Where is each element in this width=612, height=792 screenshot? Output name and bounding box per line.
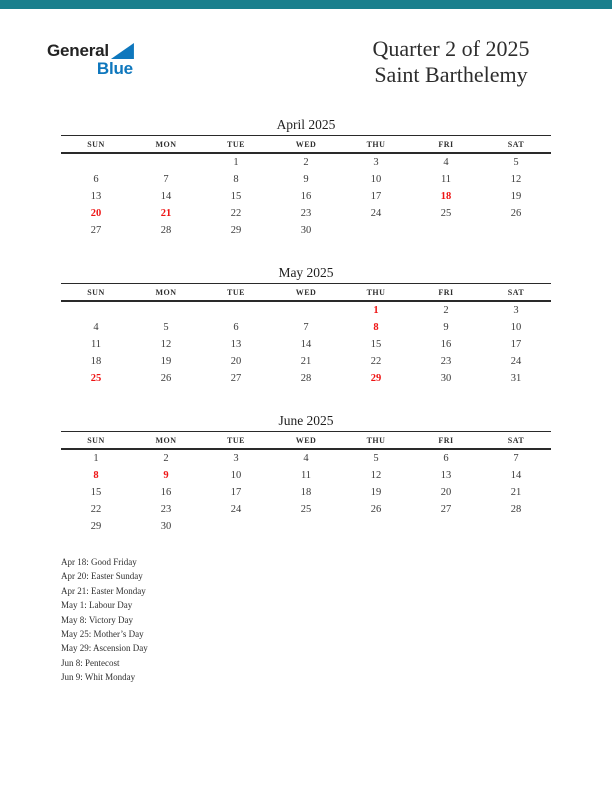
weekday-header-row bbox=[61, 136, 551, 154]
day-cell: 2 bbox=[443, 305, 449, 316]
day-cell: 25 bbox=[440, 208, 452, 219]
holiday-note: Jun 8: Pentecost bbox=[61, 657, 120, 668]
day-cell: 16 bbox=[300, 191, 312, 202]
day-cell: 28 bbox=[510, 504, 522, 515]
day-cell: 10 bbox=[370, 174, 382, 185]
holiday-note: Apr 18: Good Friday bbox=[61, 557, 137, 567]
month-calendar bbox=[61, 265, 551, 387]
day-cell: 1 bbox=[93, 453, 99, 464]
day-cell: 20 bbox=[90, 208, 102, 219]
weekday-header: WED bbox=[271, 432, 341, 450]
day-cell: 27 bbox=[230, 373, 242, 384]
week-row bbox=[61, 370, 551, 387]
general-blue-logo bbox=[47, 42, 134, 79]
week-row bbox=[61, 449, 551, 467]
month-grid bbox=[61, 135, 551, 239]
day-cell: 26 bbox=[160, 373, 172, 384]
logo-triangle-icon bbox=[111, 43, 134, 59]
day-cell: 10 bbox=[510, 322, 522, 333]
week-row bbox=[61, 205, 551, 222]
month-title: June 2025 bbox=[278, 413, 334, 428]
month-title: May 2025 bbox=[278, 265, 334, 280]
holiday-note: May 8: Victory Day bbox=[61, 614, 134, 625]
month-grid bbox=[61, 431, 551, 535]
day-cell: 27 bbox=[440, 504, 452, 515]
week-row bbox=[61, 501, 551, 518]
day-cell: 22 bbox=[370, 356, 382, 367]
day-cell: 10 bbox=[230, 470, 242, 481]
day-cell: 3 bbox=[233, 453, 239, 464]
weekday-header: MON bbox=[131, 136, 201, 154]
holiday-note: May 1: Labour Day bbox=[61, 600, 133, 611]
month-grid bbox=[61, 283, 551, 387]
day-cell: 14 bbox=[160, 191, 172, 202]
weekday-header: FRI bbox=[411, 136, 481, 154]
day-cell: 18 bbox=[440, 191, 452, 202]
day-cell: 21 bbox=[510, 487, 522, 498]
day-cell: 4 bbox=[443, 157, 449, 168]
weekday-header-row bbox=[61, 432, 551, 450]
day-cell: 3 bbox=[373, 157, 379, 168]
weekday-header: THU bbox=[341, 432, 411, 450]
weekday-header: SUN bbox=[61, 136, 131, 154]
day-cell: 13 bbox=[440, 470, 452, 481]
week-row bbox=[61, 171, 551, 188]
weekday-header: SUN bbox=[61, 284, 131, 302]
holiday-note: May 29: Ascension Day bbox=[61, 643, 148, 654]
day-cell: 27 bbox=[90, 225, 102, 236]
day-cell: 4 bbox=[93, 322, 99, 333]
day-cell: 5 bbox=[513, 157, 519, 168]
day-cell: 3 bbox=[513, 305, 519, 316]
day-cell: 16 bbox=[160, 487, 172, 498]
day-cell: 12 bbox=[160, 339, 172, 350]
week-row bbox=[61, 467, 551, 484]
top-accent-bar bbox=[0, 0, 612, 9]
day-cell: 6 bbox=[93, 174, 99, 185]
weekday-header: TUE bbox=[201, 284, 271, 302]
day-cell: 13 bbox=[230, 339, 242, 350]
day-cell: 29 bbox=[230, 225, 242, 236]
logo-text-general: General bbox=[47, 41, 109, 60]
holiday-note: Apr 21: Easter Monday bbox=[61, 585, 146, 596]
day-cell: 29 bbox=[90, 521, 102, 532]
weekday-header: SAT bbox=[481, 136, 551, 154]
day-cell: 28 bbox=[300, 373, 312, 384]
empty-day-cell bbox=[411, 222, 481, 239]
day-cell: 24 bbox=[230, 504, 242, 515]
day-cell: 22 bbox=[230, 208, 242, 219]
day-cell: 19 bbox=[370, 487, 382, 498]
week-row bbox=[61, 336, 551, 353]
day-cell: 14 bbox=[510, 470, 522, 481]
day-cell: 26 bbox=[370, 504, 382, 515]
day-cell: 14 bbox=[300, 339, 312, 350]
day-cell: 17 bbox=[510, 339, 522, 350]
day-cell: 6 bbox=[233, 322, 239, 333]
empty-day-cell bbox=[341, 518, 411, 535]
empty-day-cell bbox=[341, 222, 411, 239]
weekday-header: FRI bbox=[411, 432, 481, 450]
day-cell: 30 bbox=[440, 373, 452, 384]
weekday-header: WED bbox=[271, 284, 341, 302]
day-cell: 17 bbox=[370, 191, 382, 202]
day-cell: 15 bbox=[230, 191, 242, 202]
week-row bbox=[61, 353, 551, 370]
day-cell: 9 bbox=[163, 470, 169, 481]
week-row bbox=[61, 518, 551, 535]
weekday-header: THU bbox=[341, 136, 411, 154]
month-title: April 2025 bbox=[276, 117, 336, 132]
weekday-header: FRI bbox=[411, 284, 481, 302]
day-cell: 8 bbox=[373, 322, 379, 333]
day-cell: 11 bbox=[300, 470, 312, 481]
day-cell: 1 bbox=[373, 305, 379, 316]
day-cell: 31 bbox=[510, 373, 522, 384]
day-cell: 8 bbox=[93, 470, 99, 481]
day-cell: 17 bbox=[230, 487, 242, 498]
calendar-months bbox=[61, 117, 551, 561]
day-cell: 7 bbox=[513, 453, 519, 464]
empty-day-cell bbox=[481, 222, 551, 239]
weekday-header: WED bbox=[271, 136, 341, 154]
empty-day-cell bbox=[271, 301, 341, 319]
empty-day-cell bbox=[131, 301, 201, 319]
day-cell: 8 bbox=[233, 174, 239, 185]
day-cell: 9 bbox=[443, 322, 449, 333]
day-cell: 23 bbox=[160, 504, 172, 515]
empty-day-cell bbox=[61, 301, 131, 319]
day-cell: 25 bbox=[90, 373, 102, 384]
day-cell: 18 bbox=[300, 487, 312, 498]
day-cell: 21 bbox=[160, 208, 172, 219]
day-cell: 25 bbox=[300, 504, 312, 515]
day-cell: 29 bbox=[370, 373, 382, 384]
empty-day-cell bbox=[271, 518, 341, 535]
day-cell: 12 bbox=[370, 470, 382, 481]
day-cell: 26 bbox=[510, 208, 522, 219]
week-row bbox=[61, 484, 551, 501]
day-cell: 11 bbox=[90, 339, 102, 350]
day-cell: 30 bbox=[160, 521, 172, 532]
week-row bbox=[61, 301, 551, 319]
day-cell: 7 bbox=[163, 174, 169, 185]
day-cell: 21 bbox=[300, 356, 312, 367]
day-cell: 2 bbox=[163, 453, 169, 464]
day-cell: 22 bbox=[90, 504, 102, 515]
day-cell: 30 bbox=[300, 225, 312, 236]
month-calendar bbox=[61, 413, 551, 535]
day-cell: 1 bbox=[233, 157, 239, 168]
day-cell: 19 bbox=[160, 356, 172, 367]
title-quarter: Quarter 2 of 2025 bbox=[372, 36, 530, 61]
day-cell: 7 bbox=[303, 322, 309, 333]
day-cell: 20 bbox=[230, 356, 242, 367]
week-row bbox=[61, 153, 551, 171]
weekday-header: THU bbox=[341, 284, 411, 302]
empty-day-cell bbox=[411, 518, 481, 535]
day-cell: 23 bbox=[440, 356, 452, 367]
day-cell: 16 bbox=[440, 339, 452, 350]
empty-day-cell bbox=[131, 153, 201, 171]
day-cell: 6 bbox=[443, 453, 449, 464]
day-cell: 15 bbox=[370, 339, 382, 350]
holiday-note: May 25: Mother’s Day bbox=[61, 629, 144, 640]
weekday-header: MON bbox=[131, 432, 201, 450]
day-cell: 28 bbox=[160, 225, 172, 236]
day-cell: 2 bbox=[303, 157, 309, 168]
logo-text-blue: Blue bbox=[96, 59, 133, 78]
weekday-header-row bbox=[61, 284, 551, 302]
week-row bbox=[61, 319, 551, 336]
week-row bbox=[61, 222, 551, 239]
day-cell: 13 bbox=[90, 191, 102, 202]
week-row bbox=[61, 188, 551, 205]
day-cell: 20 bbox=[440, 487, 452, 498]
holiday-note: Apr 20: Easter Sunday bbox=[61, 571, 143, 582]
weekday-header: TUE bbox=[201, 432, 271, 450]
empty-day-cell bbox=[201, 518, 271, 535]
day-cell: 24 bbox=[510, 356, 522, 367]
day-cell: 19 bbox=[510, 191, 522, 202]
weekday-header: SAT bbox=[481, 432, 551, 450]
title-location: Saint Barthelemy bbox=[374, 62, 528, 87]
empty-day-cell bbox=[481, 518, 551, 535]
day-cell: 11 bbox=[440, 174, 452, 185]
weekday-header: MON bbox=[131, 284, 201, 302]
document-title bbox=[331, 36, 571, 88]
day-cell: 15 bbox=[90, 487, 102, 498]
holiday-list bbox=[61, 555, 148, 685]
weekday-header: TUE bbox=[201, 136, 271, 154]
day-cell: 12 bbox=[510, 174, 522, 185]
day-cell: 24 bbox=[370, 208, 382, 219]
day-cell: 5 bbox=[163, 322, 169, 333]
month-calendar bbox=[61, 117, 551, 239]
weekday-header: SAT bbox=[481, 284, 551, 302]
day-cell: 5 bbox=[373, 453, 379, 464]
day-cell: 23 bbox=[300, 208, 312, 219]
empty-day-cell bbox=[201, 301, 271, 319]
day-cell: 18 bbox=[90, 356, 102, 367]
holiday-note: Jun 9: Whit Monday bbox=[61, 672, 136, 683]
day-cell: 4 bbox=[303, 453, 309, 464]
day-cell: 9 bbox=[303, 174, 309, 185]
empty-day-cell bbox=[61, 153, 131, 171]
weekday-header: SUN bbox=[61, 432, 131, 450]
